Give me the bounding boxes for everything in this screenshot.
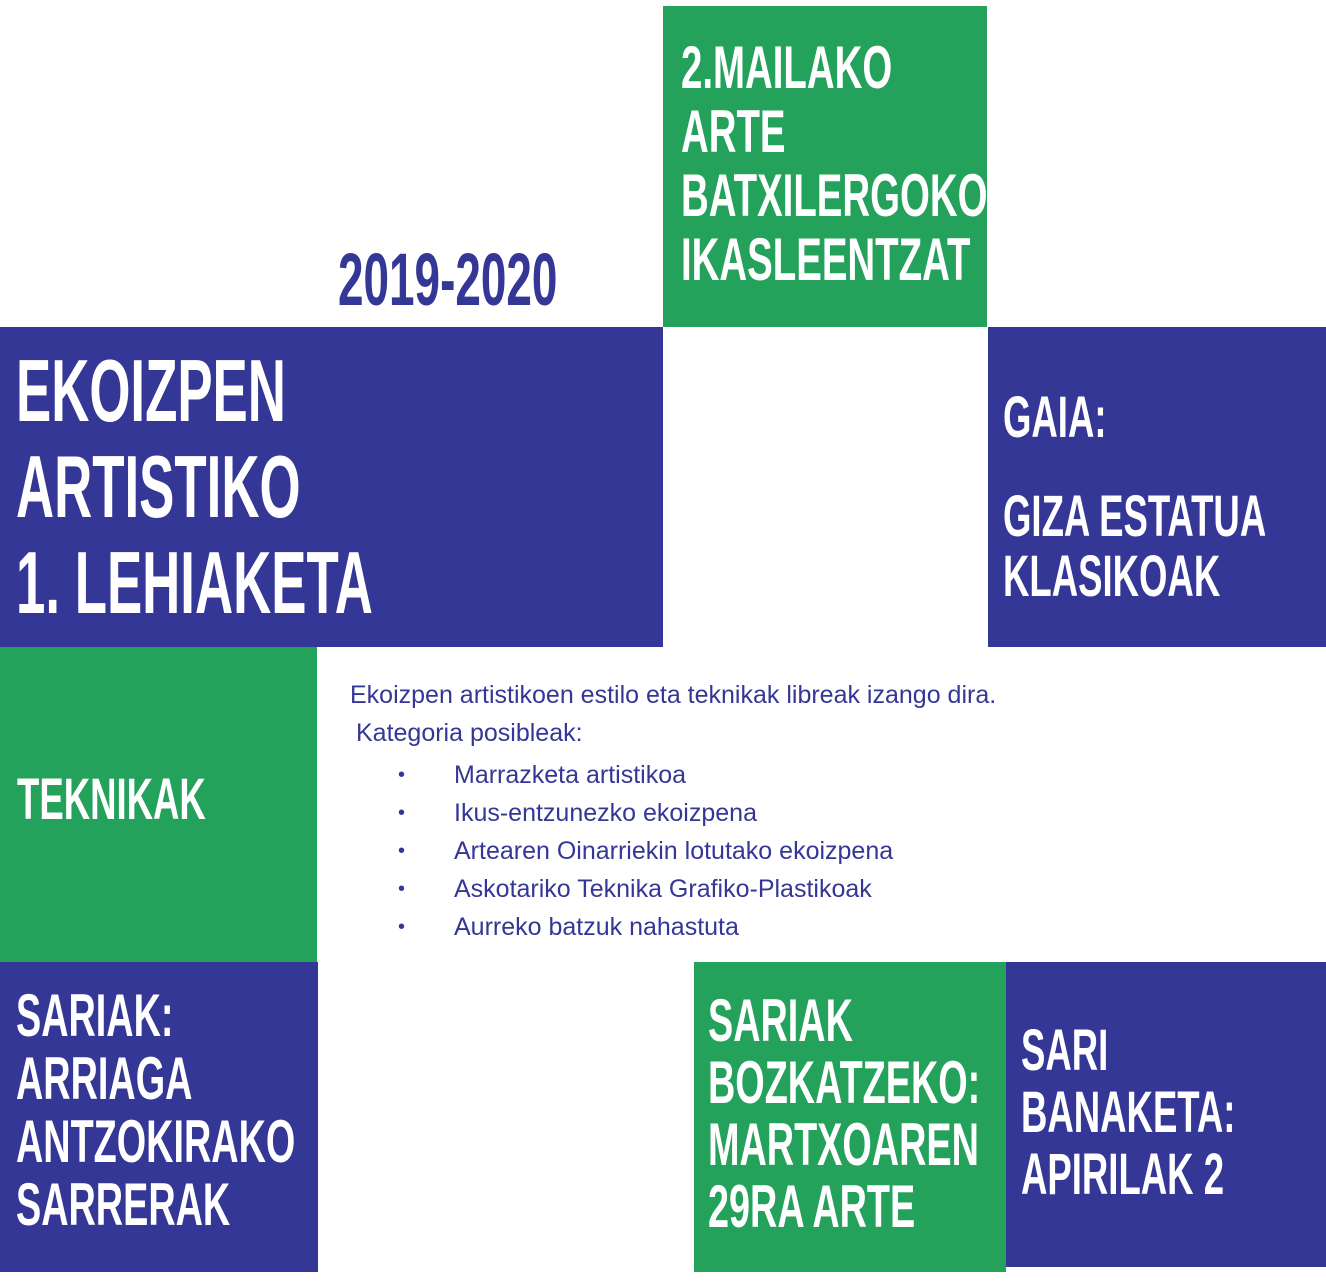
theme-value — [1003, 484, 1267, 609]
award-text — [1021, 1020, 1235, 1206]
voting-line: 29RA ARTE — [708, 1173, 916, 1240]
voting-line: SARIAK — [708, 987, 853, 1054]
grade-line: 2.MAILAKO — [681, 34, 893, 101]
techniques-label: TEKNIKAK — [17, 767, 206, 832]
grade-line: IKASLEENTZAT — [681, 226, 971, 293]
title-box — [0, 327, 663, 647]
bullet-icon: • — [398, 802, 406, 824]
prizes-line: SARIAK: — [16, 982, 174, 1049]
prizes-line: ARRIAGA — [16, 1045, 193, 1112]
voting-line: MARTXOAREN — [708, 1111, 979, 1178]
description — [350, 676, 1180, 946]
categories-list — [350, 756, 1180, 946]
grade-box — [663, 6, 987, 327]
bullet-icon: • — [398, 916, 406, 938]
prizes-text — [16, 984, 295, 1236]
list-item — [350, 794, 1180, 832]
list-item — [350, 870, 1180, 908]
title-line: ARTISTIKO — [16, 437, 301, 536]
theme-box — [988, 327, 1326, 647]
grade-line: BATXILERGOKO — [681, 162, 988, 229]
description-intro: Ekoizpen artistikoen estilo eta teknikak libreak izango dira. — [350, 681, 997, 709]
voting-text — [708, 987, 981, 1240]
list-item — [350, 832, 1180, 870]
list-item-label: Aurreko batzuk nahastuta — [454, 913, 739, 941]
grade-line: ARTE — [681, 98, 786, 165]
list-item — [350, 908, 1180, 946]
list-item — [350, 756, 1180, 794]
techniques-box — [0, 647, 317, 962]
award-line: SARI — [1021, 1018, 1109, 1083]
list-item-label: Ikus-entzunezko ekoizpena — [454, 799, 757, 827]
bullet-icon: • — [398, 878, 406, 900]
year-heading: 2019-2020 — [338, 238, 558, 321]
title-line: EKOIZPEN — [16, 341, 286, 440]
theme-value-line: KLASIKOAK — [1003, 544, 1221, 609]
list-item-label: Artearen Oinarriekin lotutako ekoizpena — [454, 837, 894, 865]
voting-line: BOZKATZEKO: — [708, 1049, 981, 1116]
list-item-label: Askotariko Teknika Grafiko-Plastikoak — [454, 875, 872, 903]
bullet-icon: • — [398, 764, 406, 786]
theme-label: GAIA: — [1003, 385, 1107, 450]
award-line: APIRILAK 2 — [1021, 1142, 1225, 1207]
grade-text — [681, 36, 987, 292]
page-title — [16, 343, 373, 631]
list-item-label: Marrazketa artistikoa — [454, 761, 687, 789]
award-box — [1006, 962, 1326, 1267]
prizes-line: ANTZOKIRAKO — [16, 1108, 296, 1175]
prizes-line: SARRERAK — [16, 1171, 231, 1238]
theme-value-line: GIZA ESTATUA — [1003, 484, 1267, 549]
prizes-box — [0, 962, 318, 1272]
bullet-icon: • — [398, 840, 406, 862]
title-line: 1. LEHIAKETA — [16, 533, 373, 632]
award-line: BANAKETA: — [1021, 1080, 1236, 1145]
categories-label: Kategoria posibleak: — [356, 719, 583, 747]
voting-box — [694, 962, 1006, 1272]
